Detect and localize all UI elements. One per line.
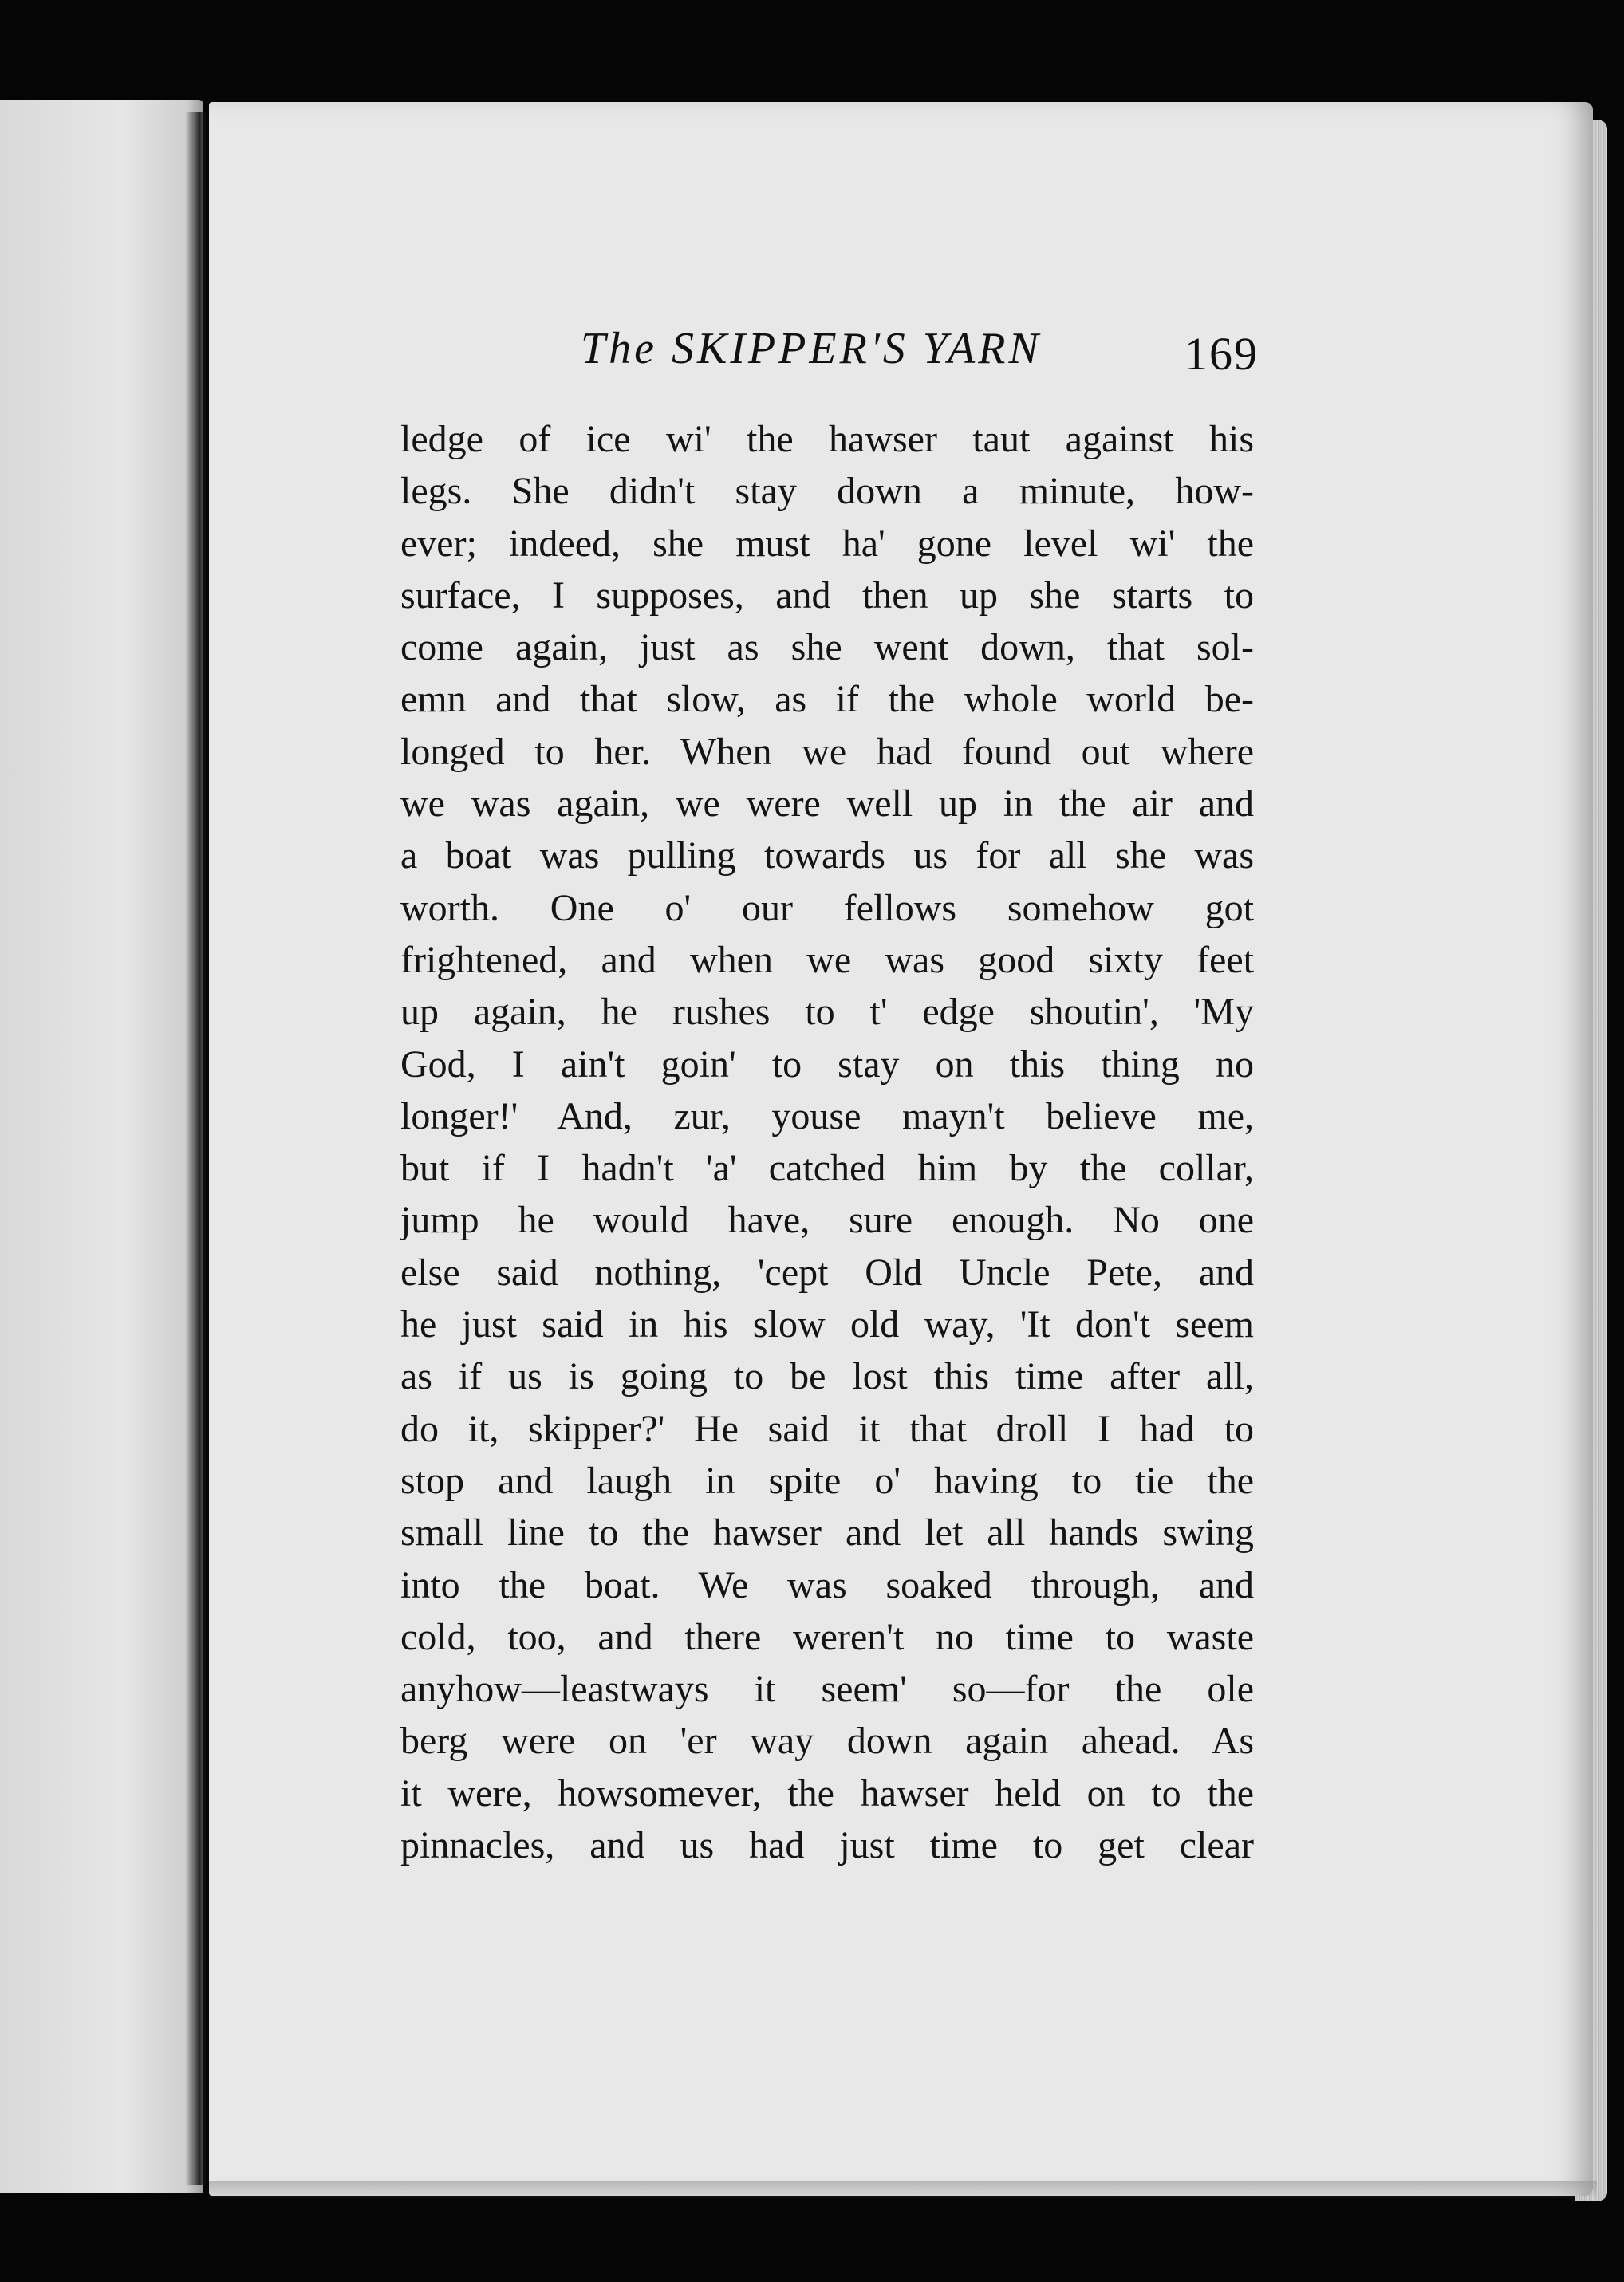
text-line: up again, he rushes to t' edge shoutin', 'My (400, 991, 1254, 1034)
text-line: a boat was pulling towards us for all she was (400, 834, 1254, 877)
text-line: we was again, we were well up in the air and (400, 782, 1254, 826)
text-line: jump he would have, sure enough. No one (400, 1199, 1254, 1242)
text-line: God, I ain't goin' to stay on this thing no (400, 1042, 1254, 1086)
text-line: but if I hadn't 'a' catched him by the collar, (400, 1147, 1254, 1190)
text-line: cold, too, and there weren't no time to waste (400, 1615, 1254, 1658)
text-line: he just said in his slow old way, 'It don't seem (400, 1303, 1254, 1346)
text-line: longed to her. When we had found out where (400, 730, 1254, 773)
text-line: worth. One o' our fellows somehow got (400, 886, 1254, 929)
text-line: ever; indeed, she must ha' gone level wi' the (400, 522, 1254, 565)
text-line: emn and that slow, as if the whole world be- (400, 678, 1254, 721)
text-line: else said nothing, 'cept Old Uncle Pete, and (400, 1251, 1254, 1294)
text-line: do it, skipper?' He said it that droll I had to (400, 1407, 1254, 1450)
text-line: ledge of ice wi' the hawser taut against his (400, 418, 1254, 460)
text-line: small line to the hawser and let all hands swing (400, 1511, 1254, 1555)
text-line: anyhow—leastways it seem' so—for the ole (400, 1668, 1254, 1711)
text-line: into the boat. We was soaked through, and (400, 1563, 1254, 1606)
page-number: 169 (1184, 328, 1259, 380)
book-gutter-shadow (185, 112, 209, 2185)
page-bottom-shadow (209, 2181, 1597, 2199)
left-facing-page (0, 100, 203, 2193)
text-line: longer!' And, zur, youse mayn't believe me, (400, 1094, 1254, 1137)
text-line: frightened, and when we was good sixty feet (400, 938, 1254, 981)
text-line: legs. She didn't stay down a minute, how- (400, 470, 1254, 513)
text-line: berg were on 'er way down again ahead. As (400, 1720, 1254, 1763)
text-line: surface, I supposes, and then up she starts to (400, 573, 1254, 617)
body-text (400, 413, 1254, 1871)
text-line: as if us is going to be lost this time after all, (400, 1355, 1254, 1398)
text-line: pinnacles, and us had just time to get clear (400, 1824, 1254, 1867)
running-head: The SKIPPER'S YARN (581, 324, 1042, 373)
text-line: it were, howsomever, the hawser held on to the (400, 1772, 1254, 1815)
text-line: come again, just as she went down, that sol- (400, 626, 1254, 669)
text-line: stop and laugh in spite o' having to tie the (400, 1459, 1254, 1502)
